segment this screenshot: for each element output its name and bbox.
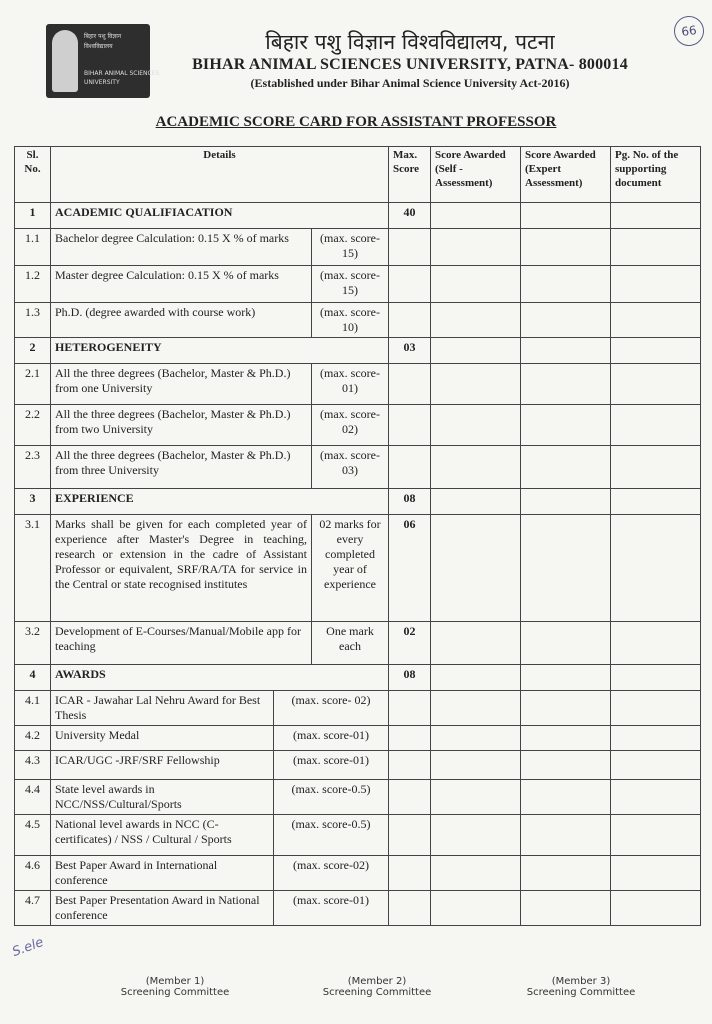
self-score-cell [431,338,521,364]
item-details [51,229,389,266]
item-max-limit: 02 marks for every completed year of experience [311,515,388,621]
page-ref-cell [611,515,701,622]
section-row [15,203,701,229]
expert-score-cell [521,891,611,926]
item-max-score [389,364,431,405]
expert-score-cell [521,405,611,446]
item-max-score: 06 [389,515,431,622]
self-score-cell [431,515,521,622]
item-number: 3.1 [15,515,51,622]
self-score-cell [431,856,521,891]
expert-score-cell [521,364,611,405]
item-max-score [389,405,431,446]
col-max-score: Max. Score [389,147,431,203]
item-details [51,405,389,446]
page-ref-cell [611,751,701,780]
table-row [15,405,701,446]
table-row [15,780,701,815]
item-details [51,815,389,856]
item-max-limit: (max. score-15) [311,229,388,265]
section-max-score: 08 [389,665,431,691]
item-max-score [389,726,431,751]
header-subtitle: (Established under Bihar Animal Science University Act-2016) [250,76,570,90]
section-max-score: 40 [389,203,431,229]
page-ref-cell [611,622,701,665]
item-details [51,364,389,405]
section-title: AWARDS [51,665,389,691]
page-ref-cell [611,446,701,489]
page-ref-cell [611,815,701,856]
page-number: 66 [672,14,706,48]
item-max-score [389,780,431,815]
col-details: Details [51,147,389,203]
self-score-cell [431,815,521,856]
self-score-cell [431,303,521,338]
expert-score-cell [521,303,611,338]
table-row [15,815,701,856]
expert-score-cell [521,691,611,726]
item-max-limit: (max. score-03) [311,446,388,488]
logo-text-1: बिहार पशु विज्ञान [84,33,122,40]
self-score-cell [431,891,521,926]
item-text: All the three degrees (Bachelor, Master & Ph.D.) from two University [55,407,291,436]
score-card-table [14,146,701,926]
header-hindi: बिहार पशु विज्ञान विश्वविद्यालय, पटना [265,30,555,54]
self-score-cell [431,665,521,691]
item-max-limit: (max. score-10) [311,303,388,337]
item-details [51,303,389,338]
item-number: 1.2 [15,266,51,303]
item-max-score: 02 [389,622,431,665]
table-row [15,691,701,726]
item-details [51,891,389,926]
handwritten-initials: S.ele [10,934,46,961]
item-max-score [389,446,431,489]
item-max-limit: (max. score-01) [273,751,388,779]
item-number: 2.1 [15,364,51,405]
page-ref-cell [611,266,701,303]
table-row [15,515,701,622]
table-row [15,266,701,303]
item-max-score [389,815,431,856]
page-ref-cell [611,891,701,926]
item-number: 4.6 [15,856,51,891]
expert-score-cell [521,665,611,691]
item-number: 4.5 [15,815,51,856]
page-ref-cell [611,229,701,266]
page-ref-cell [611,726,701,751]
item-max-score [389,891,431,926]
self-score-cell [431,446,521,489]
item-number: 2.3 [15,446,51,489]
section-number: 3 [15,489,51,515]
table-row [15,622,701,665]
section-title: ACADEMIC QUALIFIACATION [51,203,389,229]
item-text: Best Paper Presentation Award in National conference [55,893,260,922]
expert-score-cell [521,780,611,815]
item-text: National level awards in NCC (C-certificates) / NSS / Cultural / Sports [55,817,232,846]
expert-score-cell [521,726,611,751]
item-max-score [389,303,431,338]
table-row [15,364,701,405]
section-row [15,338,701,364]
page-ref-cell [611,405,701,446]
logo-text-2: विश्वविद्यालय [84,43,113,50]
self-score-cell [431,364,521,405]
item-number: 4.2 [15,726,51,751]
item-max-score [389,691,431,726]
item-details [51,446,389,489]
self-score-cell [431,726,521,751]
expert-score-cell [521,266,611,303]
col-page-number: Pg. No. of the supporting document [611,147,701,203]
item-text: University Medal [55,728,140,742]
expert-score-cell [521,815,611,856]
expert-score-cell [521,229,611,266]
signature-member-3: (Member 3) Screening Committee [526,976,636,998]
logo-text-3: BIHAR ANIMAL SCIENCES [84,70,160,77]
self-score-cell [431,751,521,780]
item-max-limit: (max. score-01) [273,891,388,925]
logo-text-4: UNIVERSITY [84,79,120,86]
item-details [51,751,389,780]
item-text: Ph.D. (degree awarded with course work) [55,305,256,319]
section-max-score: 08 [389,489,431,515]
item-max-score [389,751,431,780]
expert-score-cell [521,338,611,364]
section-number: 2 [15,338,51,364]
page-ref-cell [611,364,701,405]
item-details [51,726,389,751]
item-max-limit: (max. score- 02) [273,691,388,725]
item-number: 1.3 [15,303,51,338]
table-row [15,751,701,780]
self-score-cell [431,780,521,815]
page-ref-cell [611,338,701,364]
expert-score-cell [521,515,611,622]
page-title: ACADEMIC SCORE CARD FOR ASSISTANT PROFESSOR [155,114,557,130]
item-text: Marks shall be given for each completed year of experience after Master's Degree in teaching, research or extension in the cadre of Assistant Professor or equivalent, SRF/RA/TA for service in the Central or state recognised institutes [55,517,307,591]
table-row [15,726,701,751]
item-max-score [389,266,431,303]
expert-score-cell [521,751,611,780]
item-details [51,622,389,665]
item-max-limit: One mark each [311,622,388,664]
col-sl-no: Sl. No. [15,147,51,203]
item-number: 4.1 [15,691,51,726]
item-text: State level awards in NCC/NSS/Cultural/Sports [55,782,182,811]
section-row [15,489,701,515]
item-number: 4.7 [15,891,51,926]
self-score-cell [431,489,521,515]
self-score-cell [431,691,521,726]
signature-member-1: (Member 1) Screening Committee [120,976,230,998]
self-score-cell [431,229,521,266]
expert-score-cell [521,203,611,229]
item-number: 1.1 [15,229,51,266]
item-max-score [389,229,431,266]
item-details [51,856,389,891]
self-score-cell [431,622,521,665]
item-details [51,266,389,303]
item-text: Best Paper Award in International conference [55,858,218,887]
item-max-limit: (max. score-02) [273,856,388,890]
item-text: Development of E-Courses/Manual/Mobile app for teaching [55,624,301,653]
page-ref-cell [611,665,701,691]
self-score-cell [431,405,521,446]
section-number: 4 [15,665,51,691]
table-row [15,229,701,266]
item-details [51,691,389,726]
table-header-row [15,147,701,203]
expert-score-cell [521,622,611,665]
item-text: All the three degrees (Bachelor, Master & Ph.D.) from three University [55,448,291,477]
item-details [51,780,389,815]
item-text: Bachelor degree Calculation: 0.15 X % of marks [55,231,289,245]
item-number: 2.2 [15,405,51,446]
page-ref-cell [611,203,701,229]
item-max-score [389,856,431,891]
item-number: 4.3 [15,751,51,780]
col-self-assessment: Score Awarded (Self - Assessment) [431,147,521,203]
table-row [15,446,701,489]
item-details [51,515,389,622]
page-ref-cell [611,780,701,815]
item-text: All the three degrees (Bachelor, Master & Ph.D.) from one University [55,366,291,395]
expert-score-cell [521,856,611,891]
item-number: 3.2 [15,622,51,665]
expert-score-cell [521,489,611,515]
header-english: BIHAR ANIMAL SCIENCES UNIVERSITY, PATNA- 800014 [192,56,628,73]
item-max-limit: (max. score-01) [311,364,388,404]
item-max-limit: (max. score-02) [311,405,388,445]
table-row [15,303,701,338]
item-text: Master degree Calculation: 0.15 X % of marks [55,268,279,282]
table-row [15,891,701,926]
item-max-limit: (max. score-01) [273,726,388,750]
section-title: HETEROGENEITY [51,338,389,364]
item-max-limit: (max. score-0.5) [273,780,388,814]
table-row [15,856,701,891]
item-text: ICAR/UGC -JRF/SRF Fellowship [55,753,220,767]
col-expert-assessment: Score Awarded (Expert Assessment) [521,147,611,203]
section-max-score: 03 [389,338,431,364]
self-score-cell [431,203,521,229]
section-row [15,665,701,691]
expert-score-cell [521,446,611,489]
page-ref-cell [611,691,701,726]
page-ref-cell [611,489,701,515]
page-ref-cell [611,856,701,891]
item-max-limit: (max. score-0.5) [273,815,388,855]
section-title: EXPERIENCE [51,489,389,515]
item-max-limit: (max. score-15) [311,266,388,302]
page-ref-cell [611,303,701,338]
self-score-cell [431,266,521,303]
item-text: ICAR - Jawahar Lal Nehru Award for Best Thesis [55,693,261,722]
item-number: 4.4 [15,780,51,815]
signature-member-2: (Member 2) Screening Committee [322,976,432,998]
section-number: 1 [15,203,51,229]
